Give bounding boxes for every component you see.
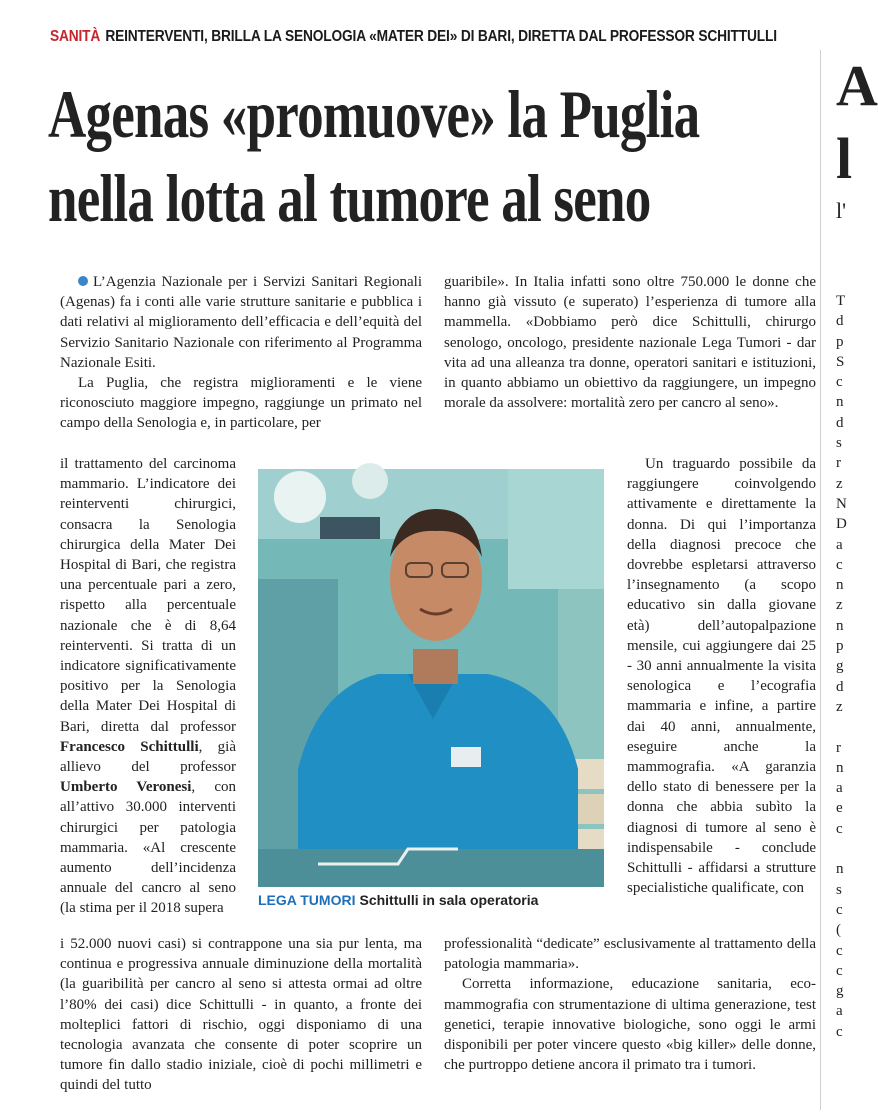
cropped-line-fragment: ( bbox=[836, 922, 841, 939]
cropped-line-fragment: z bbox=[836, 475, 843, 492]
cropped-line-fragment: e bbox=[836, 800, 843, 817]
cropped-line-fragment bbox=[836, 839, 847, 859]
cropped-line-fragment: D bbox=[836, 516, 847, 533]
cropped-line-fragment: g bbox=[836, 983, 844, 1000]
kicker-text: REINTERVENTI, BRILLA LA SENOLOGIA «MATER DEI» DI BARI, DIRETTA DAL PROFESSOR SCHITTULLI bbox=[105, 28, 777, 45]
bullet-dot-icon bbox=[78, 276, 88, 286]
cropped-line-fragment: p bbox=[836, 638, 844, 655]
cropped-line-fragment: g bbox=[836, 658, 844, 675]
cropped-line-fragment: c bbox=[836, 901, 843, 918]
cropped-line-fragment: a bbox=[836, 536, 843, 553]
photo-caption bbox=[258, 892, 538, 908]
cropped-line-fragment: n bbox=[836, 617, 844, 634]
article-paragraph: i 52.000 nuovi casi) si contrappone una sia pur lenta, ma continua e progressiva annuale diminuzione della mortalità (la guaribilità per cancro al seno si attesta ormai ad oltre l’80% dei casi) dice Schittulli - in quanto, a fronte dei molteplici fattori di rischio, oggi disponiamo di una tecnologia avanzata che consente di poter scoprire un tumore fin dallo stadio iniziale, cioè di pochi millimetri e quindi del tutto bbox=[60, 936, 422, 1094]
article-photo bbox=[258, 469, 604, 887]
article-column-2-top bbox=[444, 272, 816, 413]
headline bbox=[48, 72, 699, 240]
article-column-2-bottom bbox=[444, 934, 816, 1075]
cropped-line-fragment: c bbox=[836, 374, 843, 391]
cropped-line-fragment: d bbox=[836, 313, 844, 330]
article-column-1-top bbox=[60, 272, 422, 434]
cropped-line-fragment: s bbox=[836, 881, 842, 898]
person-name: Francesco Schittulli bbox=[60, 738, 199, 755]
article-paragraph: il trattamento del carcinoma mammario. L’indicatore dei reinterventi chirurgici, consacra la Senologia chirurgica della Mater Dei Hospital di Bari, che registra una percentuale pari a zero, rispetto alla percentuale nazionale che è di 8,64 reinterventi. Si tratta di un indicatore significativamente positivo per la Senologia della Mater Dei Hospital di Bari, diretta dal professor Francesco Schittulli, già allievo del professor Umberto Veronesi, con all’attivo 30.000 interventi chirurgici per patologia mammaria. «Al crescente aumento dell’incidenza annuale del cancro al seno (la stima per il 2018 supera bbox=[60, 456, 236, 917]
cropped-line-fragment: c bbox=[836, 820, 843, 837]
article-column-1-narrow bbox=[60, 454, 236, 919]
article-paragraph: Corretta informazione, educazione sanitaria, eco-mammografia con strumentazione di ultima generazione, test genetici, terapie innovative biologiche, sono oggi le armi disponibili per poter vincere questo «big killer» delle donne, che purtroppo detiene ancora il primato tra i tumori. bbox=[444, 976, 816, 1074]
cropped-line-fragment: N bbox=[836, 495, 847, 512]
cropped-line-fragment: a bbox=[836, 1003, 843, 1020]
article-paragraph: guaribile». In Italia infatti sono oltre 750.000 le donne che hanno già vissuto (e superato) l’esperienza di tumore alla mammella. «Dobbiamo però dice Schittulli, chirurgo senologo, oncologo, presidente nazionale Lega Tumori - dar vita ad una alleanza tra donne, operatori sanitari e istituzioni, in quanto abbiamo un obiettivo da raggiungere, un impegno morale da assolvere: mortalità zero per cancro al seno». bbox=[444, 274, 816, 412]
surgeon-portrait-illustration bbox=[258, 469, 604, 887]
person-name: Umberto Veronesi bbox=[60, 779, 192, 796]
cropped-line-fragment: d bbox=[836, 414, 844, 431]
headline-line-2: nella lotta al tumore al seno bbox=[48, 160, 651, 236]
cropped-line-fragment: z bbox=[836, 597, 843, 614]
cropped-line-fragment: n bbox=[836, 394, 844, 411]
column-divider bbox=[820, 50, 821, 1110]
article-paragraph: Un traguardo possibile da raggiungere coinvolgendo attivamente e direttamente la donna. Di qui l’importanza della diagnosi precoce che dovrebbe espletarsi attraverso l’insegnamento (a scopo educativo sin dalla giovane età) dell’autopalpazione mensile, cui aggiungere dai 25 - 30 anni annualmente la visita senologica e l’ecografia mammaria e infine, a partire dai 40 anni, annualmente, eseguire anche la mammografia. «A garanzia dello stato di benessere per la donna che abbia subìto la diagnosi di tumore al seno è indispensabile - conclude Schittulli - affidarsi a strutture specialistiche qualificate, con bbox=[627, 456, 816, 897]
cropped-line-fragment: p bbox=[836, 333, 844, 350]
caption-text: Schittulli in sala operatoria bbox=[359, 892, 539, 908]
cropped-line-fragment: r bbox=[836, 739, 841, 756]
article-column-2-narrow bbox=[627, 454, 816, 898]
cropped-line-fragment: c bbox=[836, 556, 843, 573]
cropped-line-fragment: n bbox=[836, 861, 844, 878]
neighbor-headline-fragment-1: A bbox=[836, 53, 878, 118]
neighbor-headline-fragment-2: l bbox=[836, 126, 853, 191]
cropped-line-fragment: z bbox=[836, 698, 843, 715]
cropped-line-fragment: n bbox=[836, 577, 844, 594]
kicker bbox=[50, 28, 777, 46]
caption-label: LEGA TUMORI bbox=[258, 892, 356, 908]
cropped-line-fragment: T bbox=[836, 293, 846, 309]
cropped-line-fragment: S bbox=[836, 353, 845, 370]
neighbor-subhead-fragment: l' bbox=[836, 198, 847, 223]
cropped-line-fragment: a bbox=[836, 780, 843, 797]
cropped-line-fragment: c bbox=[836, 942, 843, 959]
cropped-line-fragment: c bbox=[836, 962, 843, 979]
article-paragraph: L’Agenzia Nazionale per i Servizi Sanitari Regionali (Agenas) fa i conti alle varie strutture sanitarie e pubblica i dati relativi al miglioramento dell’efficacia e dell’equità del Servizio Sanitario Nazionale con riferimento al Programma Nazionale Esiti. bbox=[60, 274, 422, 371]
article-column-1-bottom bbox=[60, 934, 422, 1096]
cropped-line-fragment: r bbox=[836, 455, 841, 472]
section-label: SANITÀ bbox=[50, 28, 101, 45]
article-paragraph: La Puglia, che registra miglioramenti e le viene riconosciuto maggiore impegno, raggiunge un primato nel campo della Senologia e, in particolare, per bbox=[60, 375, 422, 432]
cropped-line-fragment bbox=[836, 717, 847, 737]
cropped-line-fragment: s bbox=[836, 435, 842, 452]
cropped-line-fragment: c bbox=[836, 1023, 843, 1040]
cropped-line-fragment: n bbox=[836, 759, 844, 776]
headline-line-1: Agenas «promuove» la Puglia bbox=[48, 76, 700, 152]
article-paragraph: professionalità “dedicate” esclusivamente al trattamento della patologia mammaria». bbox=[444, 936, 816, 973]
cropped-next-column bbox=[836, 291, 847, 1042]
cropped-line-fragment: d bbox=[836, 678, 844, 695]
